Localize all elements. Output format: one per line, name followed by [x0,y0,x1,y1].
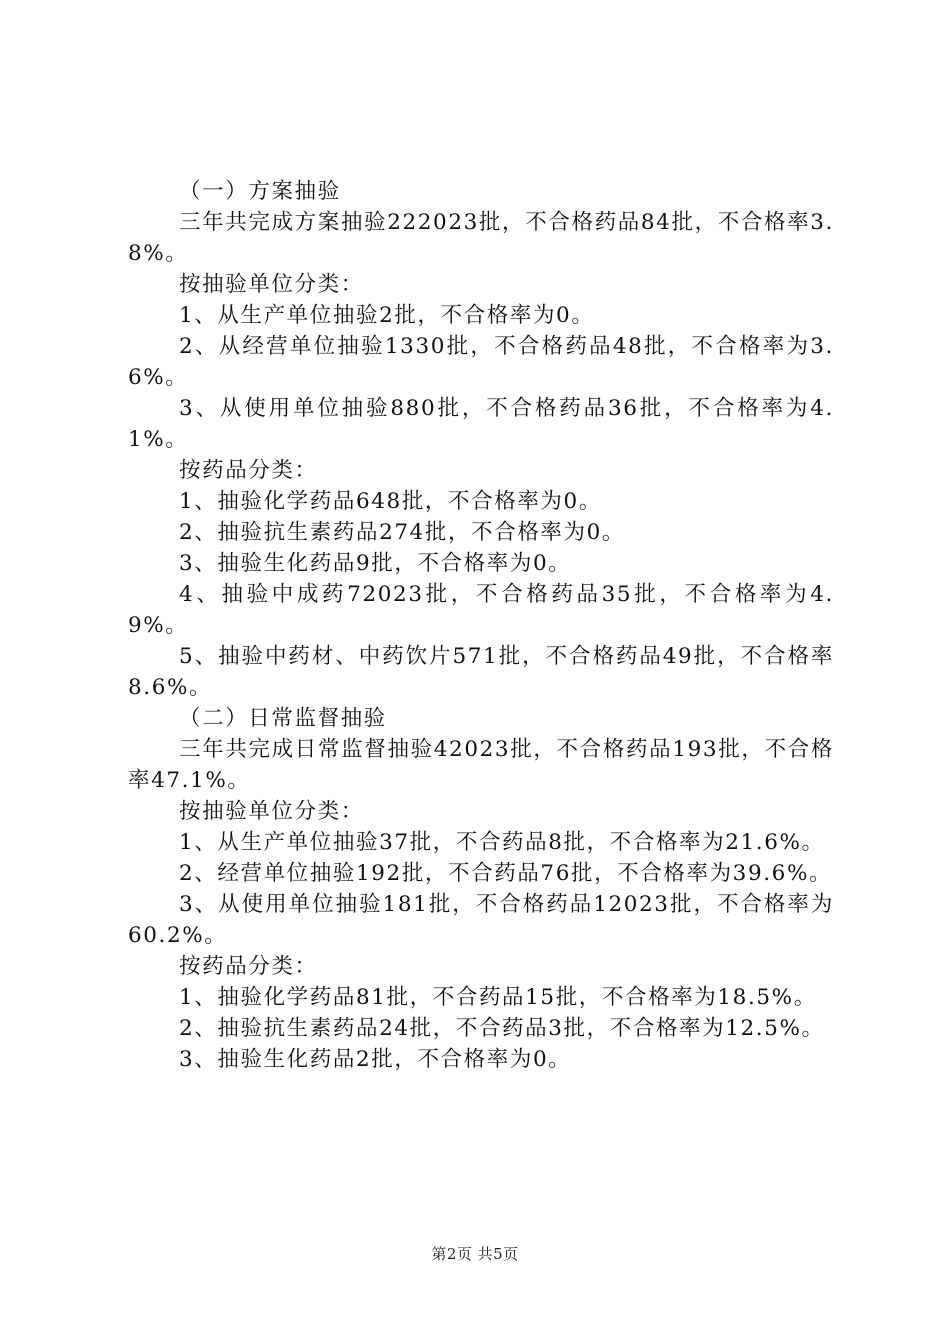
paragraph: 三年共完成方案抽验222023批，不合格药品84批，不合格率3.8%。 [128,210,834,266]
list-item: 3、从使用单位抽验181批，不合格药品12023批，不合格率为60.2%。 [128,892,834,948]
section-heading-plan-sampling: （一）方案抽验 [179,179,341,204]
list-item: 2、经营单位抽验192批，不合药品76批，不合格率为39.6%。 [179,861,833,886]
page-number-footer: 第2页 共5页 [431,1245,519,1263]
list-item: 2、抽验抗生素药品24批，不合药品3批，不合格率为12.5%。 [179,1016,825,1041]
list-item: 3、抽验生化药品2批，不合格率为0。 [179,1047,572,1072]
list-item: 2、从经营单位抽验1330批，不合格药品48批，不合格率为3.6%。 [128,334,834,390]
list-item: 1、从生产单位抽验2批，不合格率为0。 [179,303,595,328]
subheading-by-unit: 按抽验单位分类： [179,272,364,297]
subheading-by-drug: 按药品分类： [179,954,318,979]
list-item: 4、抽验中成药72023批，不合格药品35批，不合格率为4.9%。 [128,582,834,638]
list-item: 1、从生产单位抽验37批，不合药品8批，不合格率为21.6%。 [179,830,825,855]
subheading-by-drug: 按药品分类： [179,458,318,483]
list-item: 5、抽验中药材、中药饮片571批，不合格药品49批，不合格率8.6%。 [128,644,834,700]
subheading-by-unit: 按抽验单位分类： [179,799,364,824]
list-item: 1、抽验化学药品81批，不合药品15批，不合格率为18.5%。 [179,985,817,1010]
list-item: 3、抽验生化药品9批，不合格率为0。 [179,551,572,576]
document-body [128,176,834,1075]
section-heading-routine-sampling: （二）日常监督抽验 [179,706,387,731]
paragraph: 三年共完成日常监督抽验42023批，不合格药品193批，不合格率47.1%。 [128,737,834,793]
list-item: 1、抽验化学药品648批，不合格率为0。 [179,489,602,514]
list-item: 2、抽验抗生素药品274批，不合格率为0。 [179,520,625,545]
list-item: 3、从使用单位抽验880批，不合格药品36批，不合格率为4.1%。 [128,396,834,452]
